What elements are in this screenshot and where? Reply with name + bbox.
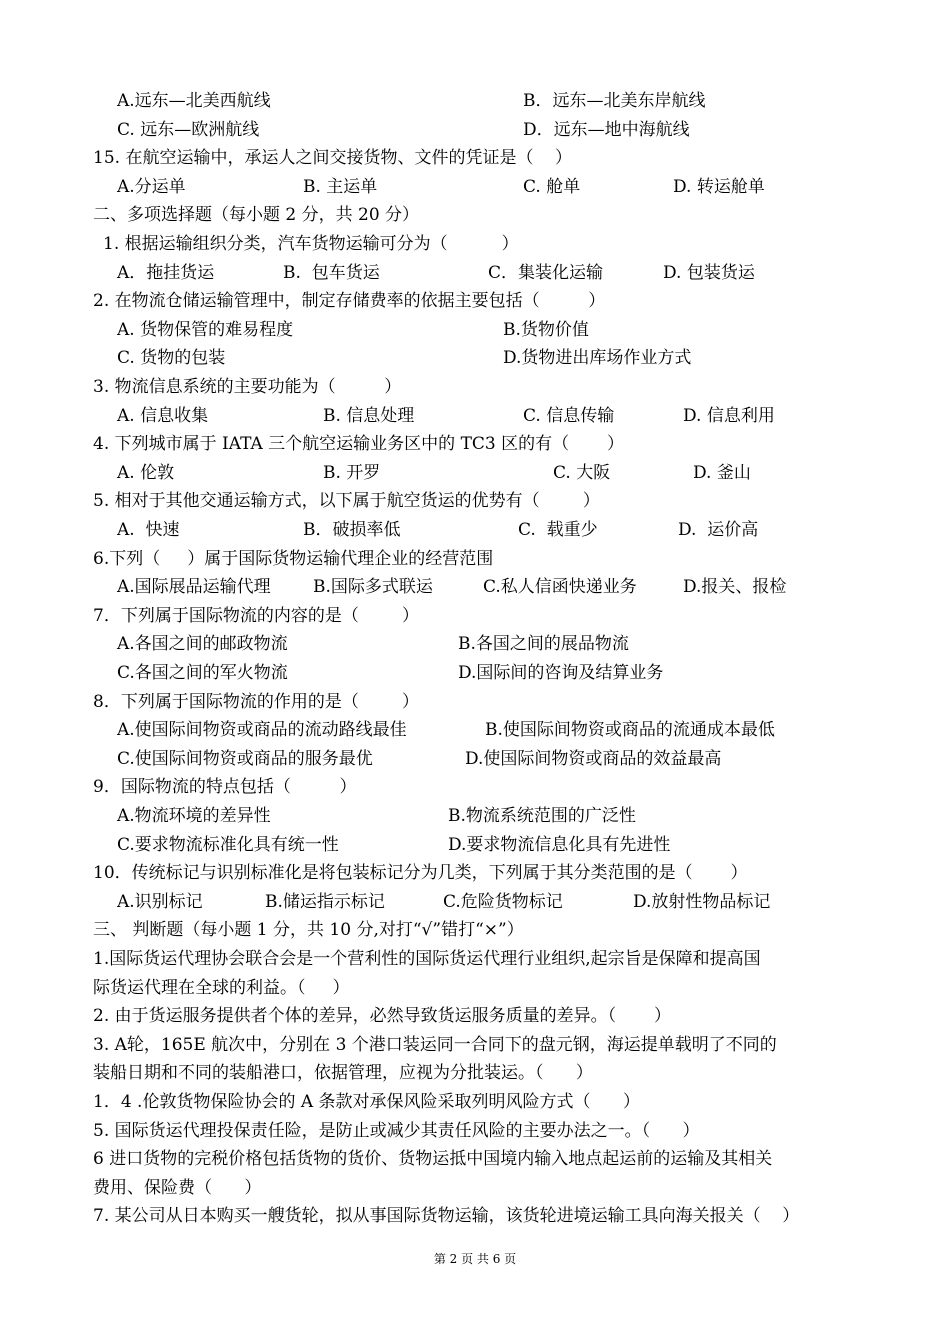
option-text: B.物流系统范围的广泛性 (448, 806, 636, 826)
question-line: 8．下列属于国际物流的作用的是（ ） (93, 691, 420, 712)
option-text: D．远东—地中海航线 (523, 119, 690, 140)
option-text: D. 运价高 (678, 520, 759, 540)
question-line: 6 进口货物的完税价格包括货物的货价、货物运抵中国境内输入地点起运前的运输及其相关 (93, 1149, 773, 1170)
option-text: B. 包车货运 (283, 262, 380, 283)
option-text: B.货物价值 (503, 319, 589, 340)
option-text: D. 信息利用 (683, 405, 775, 426)
option-text: D. 釜山 (693, 462, 751, 483)
option-text: C. 货物的包装 (117, 348, 226, 369)
question-line: 际货运代理在全球的利益。（ ） (93, 977, 350, 998)
question-line: 2. 由于货运服务提供者个体的差异，必然导致货运服务质量的差异。（ ） (93, 1006, 671, 1027)
option-text: A. 快速 (117, 520, 180, 540)
option-text: A.分运单 (117, 176, 186, 197)
question-line: 1.国际货运代理协会联合会是一个营利性的国际货运代理行业组织,起宗旨是保障和提高国 (93, 949, 761, 969)
option-text: B.各国之间的展品物流 (458, 634, 629, 655)
option-text: B. 开罗 (323, 462, 381, 483)
question-line: 装船日期和不同的装船港口，依据管理，应视为分批装运。（ ） (93, 1063, 593, 1084)
option-text: B．远东—北美东岸航线 (523, 91, 706, 111)
option-text: B.国际多式联运 (313, 577, 433, 598)
question-line: 费用、保险费（ ） (93, 1177, 262, 1198)
question-line: 3. A轮，165E 航次中，分别在 3 个港口装运同一合同下的盘元钢，海运提单载明了不同的 (93, 1034, 777, 1055)
question-line: 1．4 .伦敦货物保险协会的 A 条款对承保风险采取列明风险方式（ ） (93, 1092, 640, 1112)
option-text: C. 信息传输 (523, 405, 615, 426)
question-line: 4. 下列城市属于 IATA 三个航空运输业务区中的 TC3 区的有（ ） (93, 434, 624, 455)
option-text: C．集装化运输 (488, 262, 604, 283)
question-line: 5. 国际货运代理投保责任险，是防止或减少其责任风险的主要办法之一。（ ） (93, 1120, 700, 1141)
option-text: D. 转运舱单 (673, 176, 765, 197)
option-text: C.使国际间物资或商品的服务最优 (117, 748, 373, 769)
page-footer: 第 2 页 共 6 页 (433, 1252, 517, 1266)
question-line: 15. 在航空运输中，承运人之间交接货物、文件的凭证是（ ） (93, 148, 573, 169)
option-text: D.放射性物品标记 (633, 891, 771, 912)
option-text: B.使国际间物资或商品的流通成本最低 (485, 720, 775, 741)
question-line: 3. 物流信息系统的主要功能为（ ） (93, 377, 402, 397)
option-text: C. 载重少 (518, 520, 598, 540)
question-line: 7. 某公司从日本购买一艘货轮，拟从事国际货物运输，该货轮进境运输工具向海关报关（ ） (93, 1206, 800, 1227)
question-line: 6.下列（ ）属于国际货物运输代理企业的经营范围 (93, 548, 494, 569)
question-line: 二、多项选择题（每小题 2 分，共 20 分） (93, 205, 420, 226)
question-line: 9．国际物流的特点包括（ ） (93, 777, 357, 798)
option-text: A．拖挂货运 (117, 262, 215, 283)
option-text: C. 远东—欧洲航线 (117, 119, 260, 140)
option-text: A.各国之间的邮政物流 (117, 634, 288, 655)
option-text: A. 信息收集 (117, 405, 209, 426)
option-text: D.使国际间物资或商品的效益最高 (465, 748, 722, 769)
question-line: 5. 相对于其他交通运输方式，以下属于航空货运的优势有（ ） (93, 491, 600, 512)
option-text: C.私人信函快递业务 (483, 577, 637, 598)
option-text: A.远东—北美西航线 (117, 91, 271, 111)
option-text: A.识别标记 (117, 891, 203, 912)
option-text: B. 主运单 (303, 176, 378, 197)
option-text: A. 伦敦 (117, 462, 175, 483)
option-text: D.要求物流信息化具有先进性 (448, 834, 671, 855)
option-text: B. 信息处理 (323, 405, 415, 426)
option-text: B.储运指示标记 (265, 891, 385, 912)
option-text: A. 货物保管的难易程度 (117, 319, 294, 340)
option-text: C.危险货物标记 (443, 891, 563, 912)
option-text: D. 包装货运 (663, 262, 755, 283)
option-text: C. 大阪 (553, 462, 611, 483)
option-text: A.国际展品运输代理 (117, 577, 271, 598)
option-text: C.各国之间的军火物流 (117, 663, 288, 683)
option-text: C.要求物流标准化具有统一性 (117, 834, 339, 855)
option-text: D.报关、报检 (683, 577, 787, 598)
option-text: D.国际间的咨询及结算业务 (458, 663, 664, 683)
question-line: 2. 在物流仓储运输管理中，制定存储费率的依据主要包括（ ） (93, 291, 606, 312)
option-text: A.物流环境的差异性 (117, 806, 271, 826)
option-text: C. 舱单 (523, 176, 581, 197)
option-text: B．破损率低 (303, 520, 401, 540)
question-line: 7．下列属于国际物流的内容的是（ ） (93, 605, 420, 626)
question-line: 三、 判断题（每小题 1 分，共 10 分,对打“√”错打“×”） (93, 920, 524, 941)
option-text: A.使国际间物资或商品的流动路线最佳 (117, 720, 407, 741)
question-line: 1. 根据运输组织分类，汽车货物运输可分为（ ） (103, 234, 519, 254)
option-text: D.货物进出库场作业方式 (503, 348, 692, 369)
question-line: 10．传统标记与识别标准化是将包装标记分为几类，下列属于其分类范围的是（ ） (93, 863, 748, 884)
